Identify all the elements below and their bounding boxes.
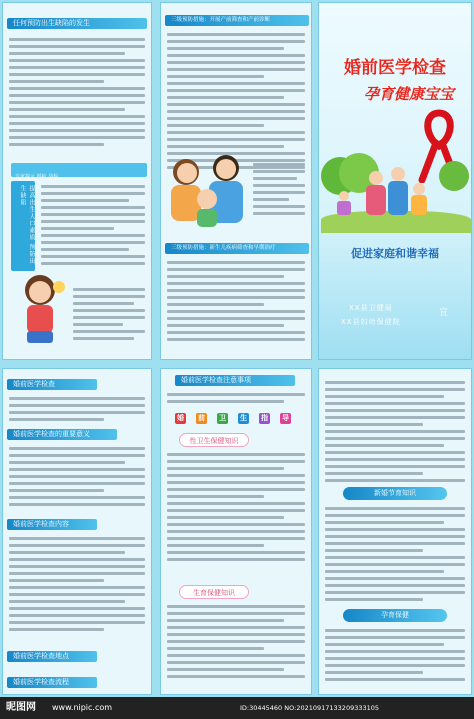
panel2-header-top: 三级预防措施：开展产前筛查和产前诊断 [165,15,309,26]
panel-1 [2,2,152,360]
p5-pill-2: 生育保健知识 [179,585,249,599]
watermark-url: www.nipic.com [52,703,113,712]
p4-header-4: 婚前医学检查地点 [7,651,97,662]
banner-char-6: 导 [282,414,289,422]
p4-header-3: 婚前医学检查内容 [7,519,97,530]
p4-header-5: 婚前医学检查流程 [7,677,97,688]
cover-illustration [321,153,471,233]
panel-5 [160,368,312,695]
cover-org-short: 宣 [439,308,449,318]
p6-text-3 [325,629,465,685]
p5-text-top [167,393,305,407]
p5-banner [175,413,299,426]
panel1-tag-box [11,163,147,180]
banner-char-1: 婚 [177,414,184,422]
p6-header-2: 孕育保健 [343,609,447,622]
watermark-brand: 昵图网 [6,702,36,713]
panel-4 [2,368,152,695]
p5-text-1 [167,453,305,565]
p5-text-2 [167,605,305,682]
panel-6 [318,368,472,695]
panel1-tag-text: 专家提示 婚检 孕检 [15,174,59,180]
p4-text-3 [9,537,145,635]
p6-text-2 [325,507,465,605]
family-illustration [169,153,249,231]
p6-header-1: 新婚节育知识 [343,487,447,500]
watermark-footer [0,697,474,719]
panel2-text-2 [253,163,305,219]
panel2-text-3 [167,261,305,345]
p5-header-top: 婚前医学检查注意事项 [175,375,295,386]
p4-header-1: 婚前医学检查 [7,379,97,390]
cover-title-1: 婚前医学检查 [344,58,446,78]
cover-org-1: XX县卫健局 [349,304,393,312]
banner-char-5: 指 [261,414,268,422]
panel2-text [167,33,305,173]
panel1-text [9,38,145,150]
p4-text-2 [9,447,145,510]
panel1-vertical-band [11,181,35,271]
p6-text-1 [325,381,465,486]
panel-2 [160,2,312,360]
p5-pill-1: 性卫生保健知识 [179,433,249,447]
cover-title-2: 孕育健康宝宝 [363,85,454,103]
cover-slogan: 促进家庭和谐幸福 [351,247,439,260]
panel1-text-3 [73,288,145,344]
banner-char-2: 前 [198,414,205,422]
panel-3-cover [318,2,472,360]
p4-header-2: 婚前医学检查的重要意义 [7,429,117,440]
banner-char-4: 生 [240,414,247,422]
panel1-vertical-text: 提高出生人口素质 预防出生缺陷 [19,185,35,265]
panel2-header-bottom: 三级预防措施：新生儿疾病筛查和早期治疗 [165,243,309,254]
panel1-header: 任何预防出生缺陷的发生 [7,18,147,29]
child-illustration [13,273,68,348]
p4-text-1 [9,397,145,425]
watermark-id: ID:30445460 NO:20210917133209333105 [240,704,380,712]
panel1-text-2 [41,185,145,269]
cover-org-2: XX县妇幼保健院 [341,318,401,326]
banner-char-3: 卫 [219,414,226,422]
